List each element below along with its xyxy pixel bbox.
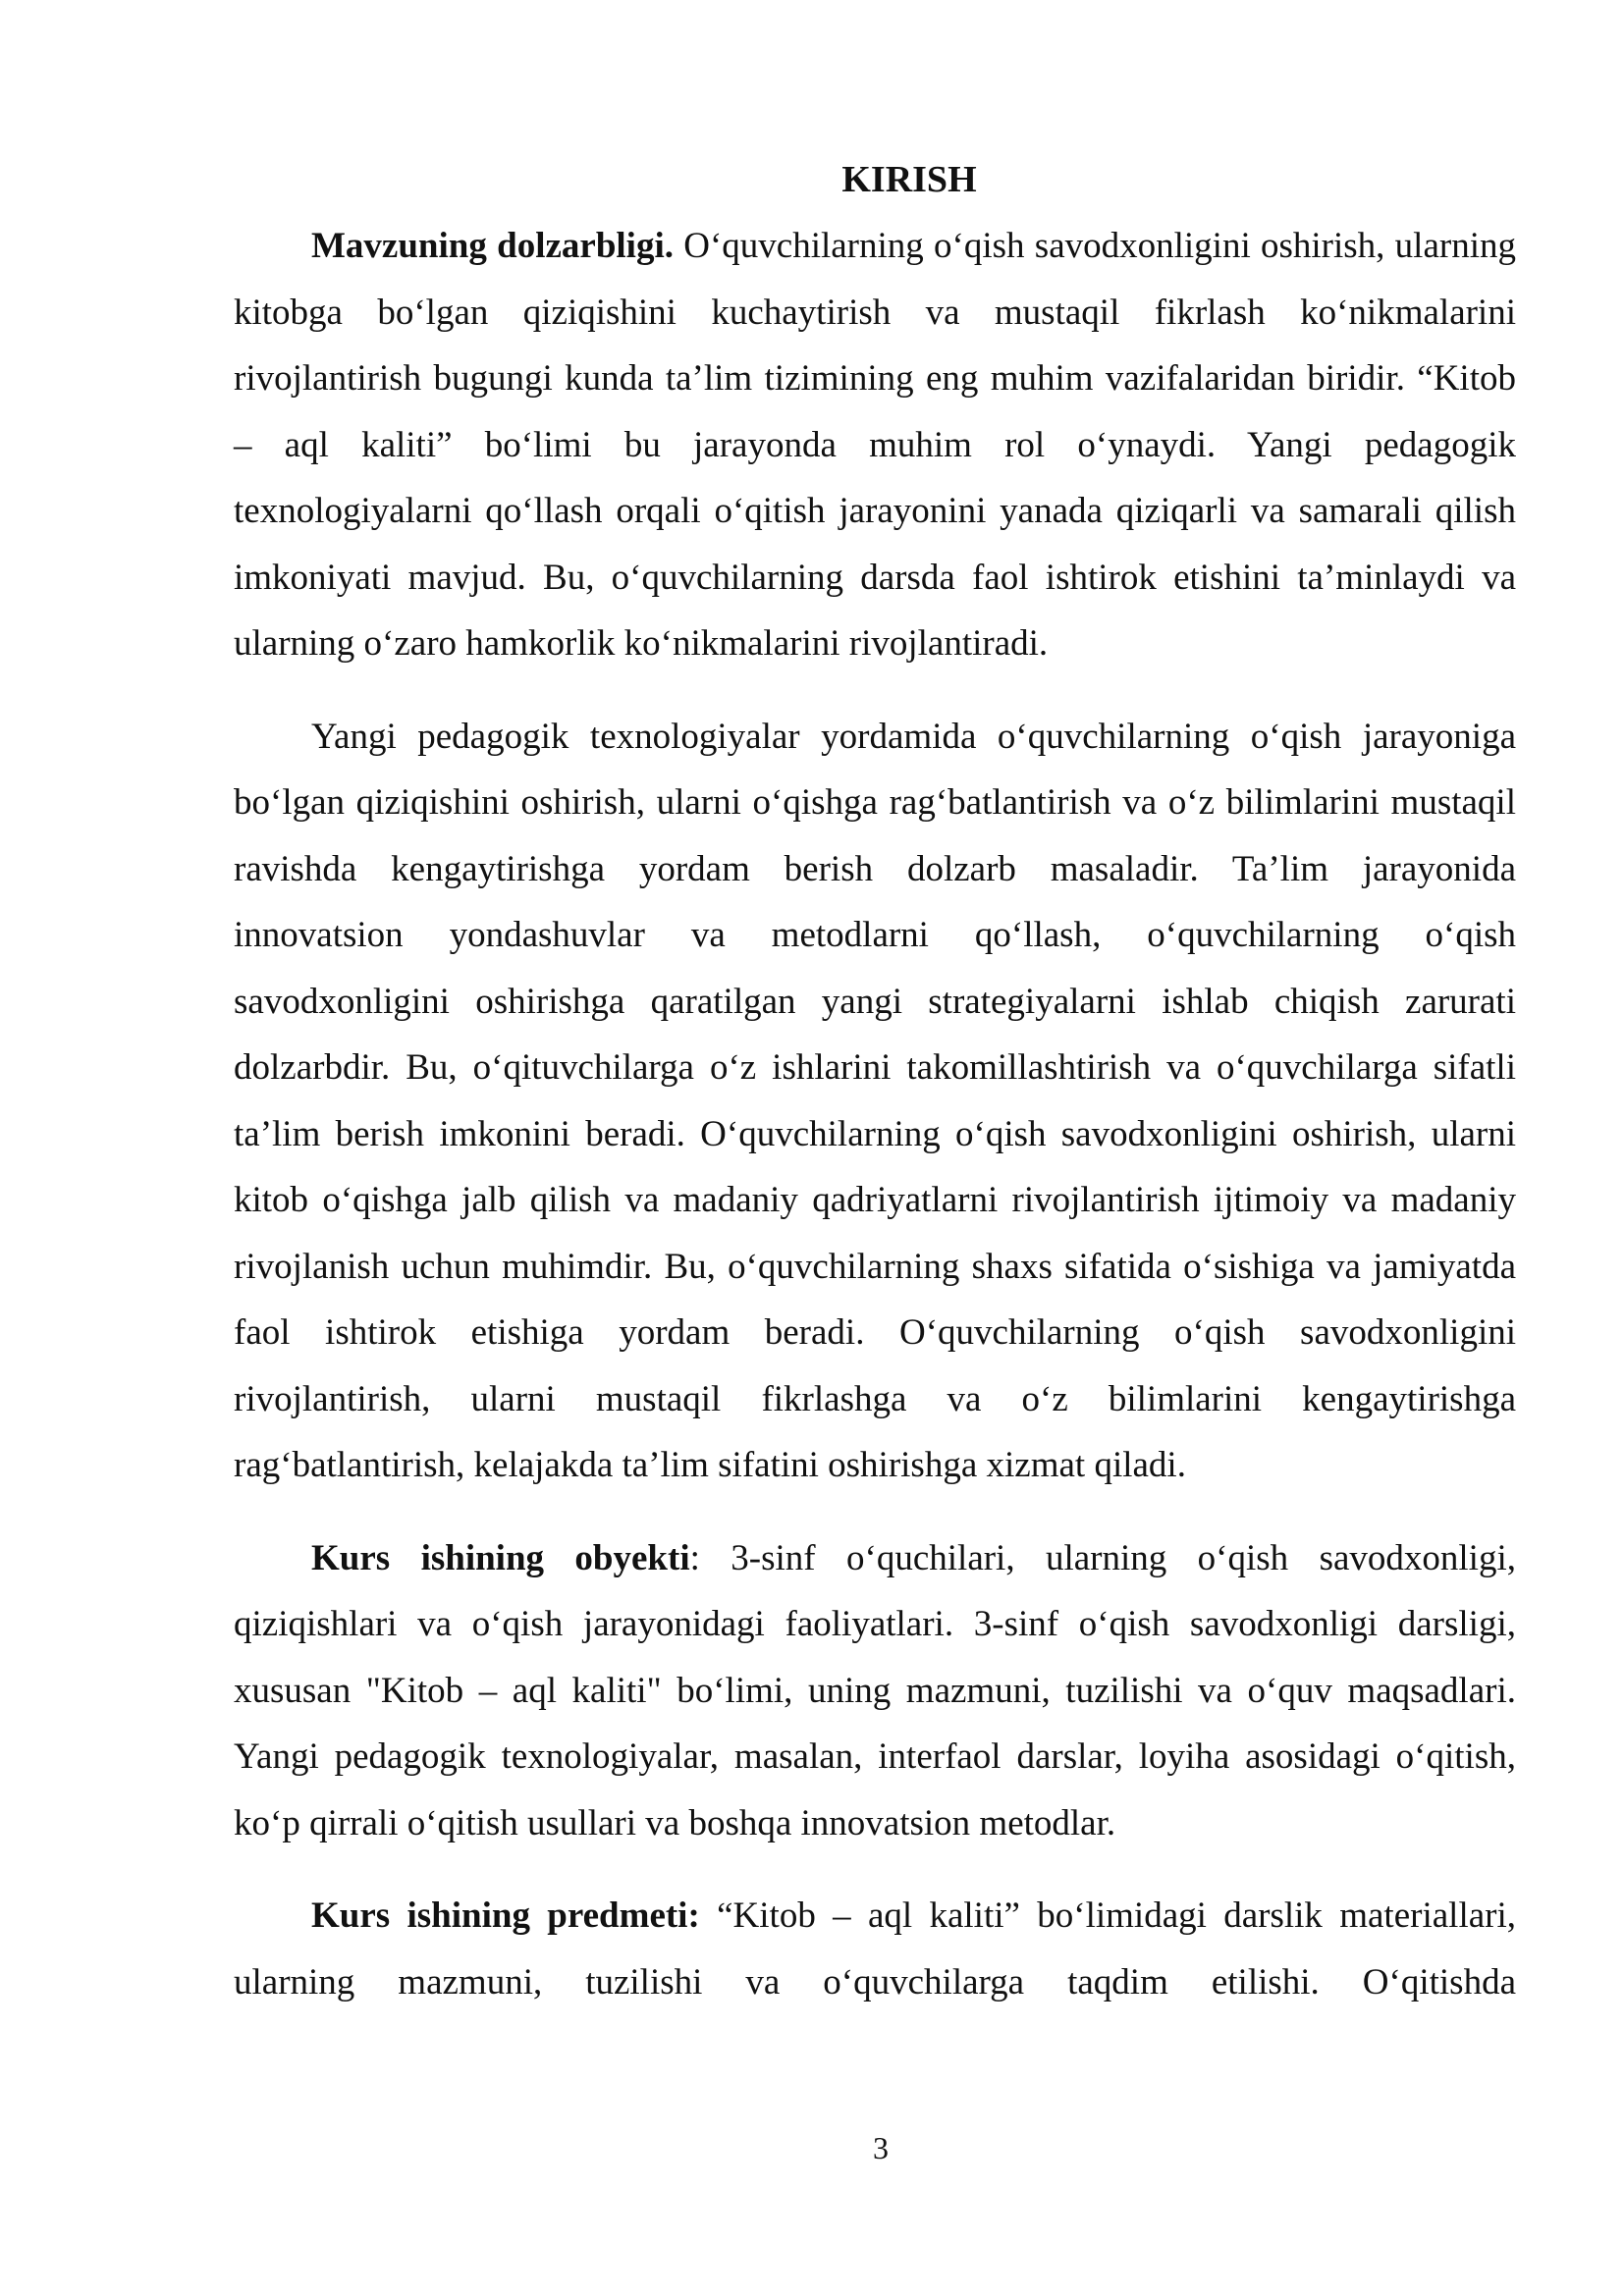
section-title: KIRISH (841, 159, 977, 200)
paragraph-subject (234, 1883, 1516, 2015)
paragraph-body-technologies: Yangi pedagogik texnologiyalar yordamida o‘quvchilarning o‘qish jarayoniga bo‘lgan qiziqishini oshirish, ularni o‘qishga rag‘batlantirish va o‘z bilimlarini mustaqil ravishda kengaytirishga yordam berish dolzarb masaladir. Ta’lim jarayonida innovatsion yondashuvlar va metodlarni qo‘llash, o‘quvchilarning o‘qish savodxonligini oshirishga qaratilgan yangi strategiyalarni ishlab chiqish zarurati dolzarbdir. Bu, o‘qituvchilarga o‘z ishlarini takomillashtirish va o‘quvchilarga sifatli ta’lim berish imkonini beradi. O‘quvchilarning o‘qish savodxonligini oshirish, ularni kitob o‘qishga jalb qilish va madaniy qadriyatlarni rivojlantirish ijtimoiy va madaniy rivojlanish uchun muhimdir. Bu, o‘quvchilarning shaxs sifatida o‘sishiga va jamiyatda faol ishtirok etishiga yordam beradi. O‘quvchilarning o‘qish savodxonligini rivojlantirish, ularni mustaqil fikrlashga va o‘z bilimlarini kengaytirishga rag‘batlantirish, kelajakda ta’lim sifatini oshirishga xizmat qiladi. (234, 716, 1516, 1485)
paragraph-heading-subject: Kurs ishining predmeti: (311, 1896, 700, 1936)
paragraph-heading-relevance: Mavzuning dolzarbligi. (311, 226, 674, 266)
page-number: 3 (873, 2130, 889, 2165)
paragraph-object (234, 1525, 1516, 1857)
paragraph-body-relevance: O‘quvchilarning o‘qish savodxonligini oshirish, ularning kitobga bo‘lgan qiziqishini kuchaytirish va mustaqil fikrlash ko‘nikmalarini rivojlantirish bugungi kunda ta’lim tizimining eng muhim vazifalaridan biridir. “Kitob – aql kaliti” bo‘limi bu jarayonda muhim rol o‘ynaydi. Yangi pedagogik texnologiyalarni qo‘llash orqali o‘qitish jarayonini yanada qiziqarli va samarali qilish imkoniyati mavjud. Bu, o‘quvchilarning darsda faol ishtirok etishini ta’minlaydi va ularning o‘zaro hamkorlik ko‘nikmalarini rivojlantiradi. (234, 226, 1516, 664)
paragraph-heading-object: Kurs ishining obyekti (311, 1537, 690, 1578)
paragraph-relevance (234, 213, 1516, 677)
paragraph-body-object: : 3-sinf o‘quchilari, ularning o‘qish savodxonligi, qiziqishlari va o‘qish jarayonidagi faoliyatlari. 3-sinf o‘qish savodxonligi darsligi, xususan "Kitob – aql kaliti" bo‘limi, uning mazmuni, tuzilishi va o‘quv maqsadlari. Yangi pedagogik texnologiyalar, masalan, interfaol darslar, loyiha asosidagi o‘qitish, ko‘p qirrali o‘qitish usullari va boshqa innovatsion metodlar. (234, 1537, 1516, 1843)
paragraph-body-subject: “Kitob – aql kaliti” bo‘limidagi darslik materiallari, ularning mazmuni, tuzilishi va o‘quvchilarga taqdim etilishi. O‘qitishda (234, 1896, 1516, 2002)
paragraph-technologies (234, 704, 1516, 1499)
document-page (234, 147, 1516, 2015)
